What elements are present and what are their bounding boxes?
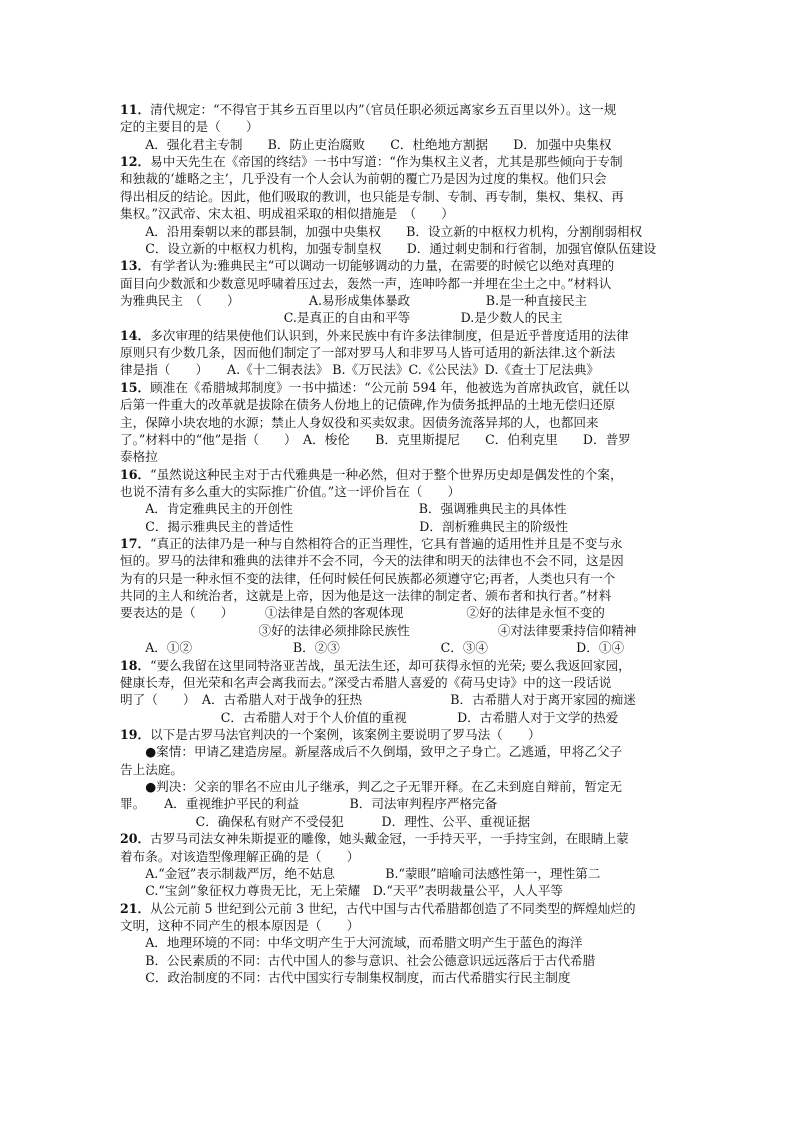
text-line: 后第一件重大的改革就是拔除在债务人份地上的记债碑,作为债务抵押品的土地无偿归还原 [120, 397, 616, 413]
text-line: 罪。 A．重视维护平民的利益 B．司法审判程序严格完备 [120, 796, 498, 812]
text-line: C．政治制度的不同：古代中国实行专制集权制度，而古代希腊实行民主制度 [120, 970, 571, 985]
text-line: 原则只有少数几条，因而他们制定了一部对罗马人和非罗马人皆可适用的新法律.这个新法 [120, 345, 616, 360]
text-line: C．揭示雅典民主的普适性 D．剖析雅典民主的阶级性 [120, 518, 568, 534]
text-line: 和独裁的‘雄略之主’，几乎没有一个人会认为前朝的覆亡乃是因为过度的集权。他们只会 [120, 171, 607, 187]
text-line: 告上法庭。 [120, 761, 183, 777]
text-line: A．肯定雅典民主的开创性 B．强调雅典民主的具体性 [120, 501, 567, 517]
text-line: 健康长寿，但光荣和名声会离我而去。”深受古希腊人喜爱的《荷马史诗》中的这一段话说 [120, 674, 612, 690]
text-line: 21．从公元前 5 世纪到公元前 3 世纪，古代中国与古代希腊都创造了不同类型的辉煌灿烂的 [120, 900, 636, 916]
text-line: 为雅典民主 （ ） A.易形成集体暴政 B.是一种直接民主 [120, 293, 588, 308]
text-line: 为有的只是一种永恒不变的法律，任何时候任何民族都必须遵守它;再者，人类也只有一个 [120, 570, 616, 586]
text-line: 律是指（ ） A.《十二铜表法》 B.《万民法》C.《公民法》D.《查士丁尼法典》 [120, 362, 600, 378]
question-number: 11． [120, 102, 151, 117]
text-line: C.“宝剑”象征权力尊贵无比，无上荣耀 D.“天平”表明裁量公平，人人平等 [120, 883, 564, 899]
text-line: C．古希腊人对于个人价值的重视 D．古希腊人对于文学的热爱 [120, 709, 619, 725]
text-line: A．地理环境的不同：中华文明产生于大河流域，而希腊文明产生于蓝色的海洋 [120, 935, 583, 951]
text-line: 14．多次审理的结果使他们认识到，外来民族中有许多法律制度，但是近乎普度适用的法律 [120, 327, 629, 343]
question-number: 21． [120, 900, 151, 916]
text-line: 20．古罗马司法女神朱斯提亚的雕像，她头戴金冠，一手持天平，一手持宝剑，在眼睛上蒙 [120, 831, 629, 847]
text-line: 着布条。对该造型像理解正确的是（ ） [120, 848, 360, 864]
text-line: 18．“要么我留在这里同特洛亚苦战，虽无法生还，却可获得永恒的光荣; 要么我返回家园， [120, 657, 631, 673]
text-line: 集权。”汉武帝、宋太祖、明成祖采取的相似措施是 （ ） [120, 206, 454, 222]
text-line: A．①② B．②③ C．③④ D．①④ [120, 640, 625, 656]
text-line: ●案情：甲请乙建造房屋。新屋落成后不久倒塌，致甲之子身亡。乙逃遁，甲将乙父子 [120, 744, 623, 760]
text-line: 11．清代规定：“不得官于其乡五百里以内”（官员任职必须远离家乡五百里以外）。这一规 [120, 102, 617, 117]
text-line: A.“金冠”表示制裁严厉，绝不姑息 B.“蒙眼”暗喻司法感性第一，理性第二 [120, 865, 601, 881]
text-line: C.是真正的自由和平等 D.是少数人的民主 [120, 310, 563, 326]
text-line: 13．有学者认为:雅典民主“可以调动一切能够调动的力量，在需要的时候它以绝对真理的 [120, 258, 615, 274]
text-line: 泰格拉 [120, 449, 158, 465]
text-line: C．确保私有财产不受侵犯 D．理性、公平、重视证据 [120, 813, 531, 829]
text-line: 也说不清有多么重大的实际推广价值。”这一评价旨在（ ） [120, 483, 461, 499]
text-line: C．设立新的中枢权力机构，加强专制皇权 D．通过刺史制和行省制，加强官僚队伍建设 [120, 240, 657, 256]
question-number: 12． [120, 154, 151, 170]
text-line: 恒的。罗马的法律和雅典的法律并不会不同，今天的法律和明天的法律也不会不同，这是因 [120, 553, 624, 569]
question-number: 15． [120, 379, 151, 395]
text-line: 共同的主人和统治者，这就是上帝，因为他是这一法律的制定者、颁布者和执行者。”材料 [120, 588, 612, 604]
text-line: 得出相反的结论。因此，他们吸取的教训，也只能是专制、专制、再专制，集权、集权、再 [120, 188, 624, 204]
question-number: 19． [120, 727, 151, 742]
text-line: 文明，这种不同产生的根本原因是（ ） [120, 917, 360, 933]
question-number: 16． [120, 466, 151, 482]
text-line: 面目向少数派和少数意见呼啸着压过去，轰然一声，连呻吟都一并埋在尘土之中。”材料认 [120, 275, 612, 291]
text-line: ●判决：父亲的罪名不应由儿子继承，判乙之子无罪开释。在乙未到庭自辩前，暂定无 [120, 779, 623, 794]
text-line: A．强化君主专制 B．防止吏治腐败 C．杜绝地方割据 D．加强中央集权 [120, 136, 612, 152]
text-line: ③好的法律必须排除民族性 ④对法律要秉持信仰精神 [120, 622, 637, 638]
text-line: 明了（ ） A．古希腊人对于战争的狂热 B．古希腊人对于离开家园的痴迷 [120, 692, 636, 708]
question-number: 18． [120, 657, 151, 673]
text-line: B．公民素质的不同：古代中国人的参与意识、社会公德意识远远落后于古代希腊 [120, 952, 596, 968]
text-line: 主，保障小块农地的水源；禁止人身奴役和买卖奴隶。因债务流落异邦的人，也都回来 [120, 414, 599, 430]
text-line: 15．顾准在《希腊城邦制度》一书中描述：“公元前 594 年，他被选为首席执政官，就任以 [120, 379, 630, 395]
text-line: 了。”材料中的“他”是指（ ） A．梭伦 B．克里斯提尼 C．伯利克里 D．普罗 [120, 431, 631, 447]
text-line: 定的主要目的是（ ） [120, 119, 259, 135]
question-number: 20． [120, 831, 151, 847]
text-line: 16．“虽然说这种民主对于古代雅典是一种必然，但对于整个世界历史却是偶发性的个案， [120, 466, 623, 482]
text-line: 要表达的是（ ） ①法律是自然的客观体现 ②好的法律是永恒不变的 [120, 605, 605, 621]
text-line: 12．易中天先生在《帝国的终结》一书中写道：“作为集权主义者，尤其是那些倾向于专制 [120, 154, 623, 170]
text-line: 17．“真正的法律乃是一种与自然相符合的正当理性，它具有普遍的适用性并且是不变与永 [120, 536, 623, 551]
question-number: 13． [120, 258, 151, 274]
question-number: 17． [120, 536, 151, 551]
text-line: A．沿用秦朝以来的郡县制，加强中央集权 B．设立新的中枢权力机构，分割削弱相权 [120, 223, 643, 239]
text-line: 19．以下是古罗马法官判决的一个案例，该案例主要说明了罗马法（ ） [120, 727, 541, 742]
question-number: 14． [120, 327, 151, 343]
